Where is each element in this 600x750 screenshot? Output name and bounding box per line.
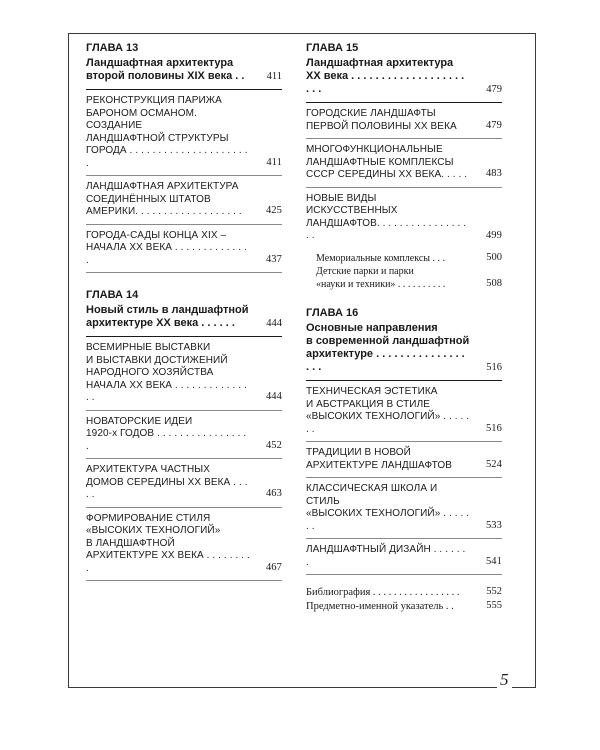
chapter-label: ГЛАВА 14: [86, 289, 139, 301]
toc-subsection-entry[interactable]: [306, 253, 502, 266]
entry-text-line: АМЕРИКИ. . . . . . . . . . . . . . . . . . .: [86, 206, 242, 217]
chapter-page-number: 444: [266, 318, 282, 329]
toc-left-column: [86, 42, 282, 597]
entry-text-line: РЕКОНСТРУКЦИЯ ПАРИЖА: [86, 95, 222, 106]
entry-text-line: Предметно-именной указатель . .: [306, 601, 454, 612]
entry-page-number: 541: [485, 555, 502, 567]
toc-right-column: [306, 42, 502, 629]
entry-text-line: ПЕРВОЙ ПОЛОВИНЫ XX ВЕКА: [306, 120, 457, 132]
entry-page-number: 552: [486, 586, 502, 597]
entry-text-line: ГОРОДСКИЕ ЛАНДШАФТЫ: [306, 108, 436, 119]
entry-page-number: 411: [266, 156, 282, 168]
toc-backmatter-entry[interactable]: [306, 600, 502, 613]
chapter-title-line: Новый стиль в ландшафтной: [86, 304, 249, 316]
entry-page-number: 524: [485, 458, 502, 470]
chapter-page-number: 479: [486, 84, 502, 95]
entry-text-line: ГОРОДА . . . . . . . . . . . . . . . . . . . . . .: [86, 145, 248, 169]
entry-page-number: 467: [265, 561, 282, 573]
entry-text-line: СССР СЕРЕДИНЫ XX ВЕКА. . . . .: [306, 169, 468, 180]
entry-text-line: «ВЫСОКИХ ТЕХНОЛОГИЙ» . . . . . . .: [306, 508, 470, 532]
chapter-title[interactable]: [306, 322, 502, 381]
entry-text-line: ГОРОДА-САДЫ КОНЦА XIX –: [86, 229, 227, 241]
entry-text-line: НАЧАЛА XX ВЕКА . . . . . . . . . . . . . .: [86, 242, 247, 266]
chapter-title-line: XX века . . . . . . . . . . . . . . . . . . . . . .: [306, 70, 465, 95]
entry-text-line: 1920-х ГОДОВ . . . . . . . . . . . . . . . . .: [86, 428, 247, 452]
toc-section-entry[interactable]: [86, 230, 282, 274]
toc-section-entry[interactable]: [86, 513, 282, 582]
entry-text-line: АРХИТЕКТУРЕ XX ВЕКА . . . . . . . . .: [86, 550, 250, 574]
entry-text-line: ДОМОВ СЕРЕДИНЫ XX ВЕКА . . . . .: [86, 476, 248, 500]
entry-page-number: 555: [486, 600, 502, 611]
entry-text-line: И АБСТРАКЦИЯ В СТИЛЕ: [306, 398, 431, 410]
chapter-title-line: Ландшафтная архитектура: [86, 57, 234, 69]
entry-text-line: НОВЫЕ ВИДЫ ИСКУССТВЕННЫХ: [306, 192, 398, 216]
toc-subsection-entry[interactable]: [306, 266, 502, 291]
entry-text-line: ЛАНДШАФТНОЙ СТРУКТУРЫ: [86, 132, 229, 144]
entry-page-number: 479: [485, 119, 502, 131]
chapter-title[interactable]: [86, 57, 282, 90]
toc-section-entry[interactable]: [86, 416, 282, 460]
entry-text-line: Библиография . . . . . . . . . . . . . . . . .: [306, 587, 460, 598]
entry-text-line: Детские парки и парки: [316, 266, 414, 277]
entry-text-line: ЛАНДШАФТНЫЙ ДИЗАЙН . . . . . . .: [306, 544, 466, 568]
entry-text-line: И ВЫСТАВКИ ДОСТИЖЕНИЙ: [86, 354, 228, 366]
chapter-page-number: 411: [266, 71, 282, 82]
entry-text-line: В ЛАНДШАФТНОЙ: [86, 537, 175, 549]
toc-section-entry[interactable]: [306, 447, 502, 478]
entry-text-line: МНОГОФУНКЦИОНАЛЬНЫЕ: [306, 144, 443, 155]
chapter-block: [306, 307, 502, 613]
entry-page-number: 499: [485, 230, 502, 241]
entry-page-number: 444: [265, 391, 282, 402]
toc-section-entry[interactable]: [306, 108, 502, 139]
chapter-title-line: архитектуре . . . . . . . . . . . . . . . . . .: [306, 348, 465, 373]
page-number: 5: [497, 670, 512, 690]
entry-text-line: ТРАДИЦИИ В НОВОЙ: [306, 447, 411, 458]
toc-section-entry[interactable]: [86, 342, 282, 411]
toc-section-entry[interactable]: [306, 144, 502, 188]
entry-text-line: «науки и техники» . . . . . . . . . .: [316, 278, 446, 290]
entry-page-number: 533: [485, 519, 502, 531]
toc-section-entry[interactable]: [306, 483, 502, 539]
entry-text-line: БАРОНОМ ОСМАНОМ. СОЗДАНИЕ: [86, 107, 197, 131]
entry-text-line: КЛАССИЧЕСКАЯ ШКОЛА И СТИЛЬ: [306, 483, 438, 507]
entry-text-line: ТЕХНИЧЕСКАЯ ЭСТЕТИКА: [306, 386, 438, 397]
entry-text-line: НОВАТОРСКИЕ ИДЕИ: [86, 415, 193, 427]
toc-section-entry[interactable]: [306, 386, 502, 442]
entry-text-line: ФОРМИРОВАНИЕ СТИЛЯ: [86, 512, 211, 524]
entry-page-number: 483: [485, 168, 502, 179]
entry-text-line: «ВЫСОКИХ ТЕХНОЛОГИЙ»: [86, 525, 221, 536]
entry-text-line: СОЕДИНЁННЫХ ШТАТОВ: [86, 193, 211, 205]
chapter-title-line: архитектуре XX века . . . . . .: [86, 317, 235, 329]
entry-text-line: НАРОДНОГО ХОЗЯЙСТВА: [86, 367, 214, 378]
chapter-block: [86, 289, 282, 581]
entry-text-line: АРХИТЕКТУРА ЧАСТНЫХ: [86, 464, 211, 475]
entry-text-line: Мемориальные комплексы . . .: [316, 252, 445, 264]
entry-page-number: 508: [486, 277, 502, 289]
entry-text-line: ВСЕМИРНЫЕ ВЫСТАВКИ: [86, 342, 211, 353]
chapter-block: [86, 42, 282, 273]
toc-section-entry[interactable]: [86, 181, 282, 225]
entry-text-line: АРХИТЕКТУРЕ ЛАНДШАФТОВ: [306, 459, 453, 471]
chapter-page-number: 516: [486, 362, 502, 373]
entry-page-number: 452: [265, 439, 282, 451]
toc-section-entry[interactable]: [306, 544, 502, 575]
entry-text-line: НАЧАЛА XX ВЕКА . . . . . . . . . . . . . . .: [86, 379, 247, 403]
chapter-title-line: второй половины XIX века . .: [86, 70, 245, 82]
entry-page-number: 516: [485, 422, 502, 434]
entry-page-number: 425: [265, 205, 282, 216]
toc-section-entry[interactable]: [86, 95, 282, 176]
entry-page-number: 463: [265, 488, 282, 499]
entry-page-number: 437: [265, 253, 282, 265]
chapter-label: ГЛАВА 15: [306, 42, 359, 54]
chapter-title-line: в современной ландшафтной: [306, 335, 470, 347]
toc-backmatter-entry[interactable]: [306, 586, 502, 599]
chapter-title-line: Основные направления: [306, 322, 438, 334]
toc-section-entry[interactable]: [86, 464, 282, 508]
chapter-title-line: Ландшафтная архитектура: [306, 57, 454, 69]
entry-page-number: 500: [486, 251, 502, 263]
entry-text-line: «ВЫСОКИХ ТЕХНОЛОГИЙ» . . . . . . .: [306, 411, 470, 435]
chapter-label: ГЛАВА 13: [86, 42, 139, 54]
chapter-block: [306, 42, 502, 291]
entry-text-line: ЛАНДШАФТНЫЕ КОМПЛЕКСЫ: [306, 156, 454, 168]
chapter-title[interactable]: [86, 304, 282, 337]
entry-text-line: ЛАНДШАФТОВ. . . . . . . . . . . . . . . . . .: [306, 217, 467, 241]
toc-section-entry[interactable]: [306, 193, 502, 248]
chapter-title[interactable]: [306, 57, 502, 103]
entry-text-line: ЛАНДШАФТНАЯ АРХИТЕКТУРА: [86, 181, 239, 192]
chapter-label: ГЛАВА 16: [306, 307, 359, 319]
